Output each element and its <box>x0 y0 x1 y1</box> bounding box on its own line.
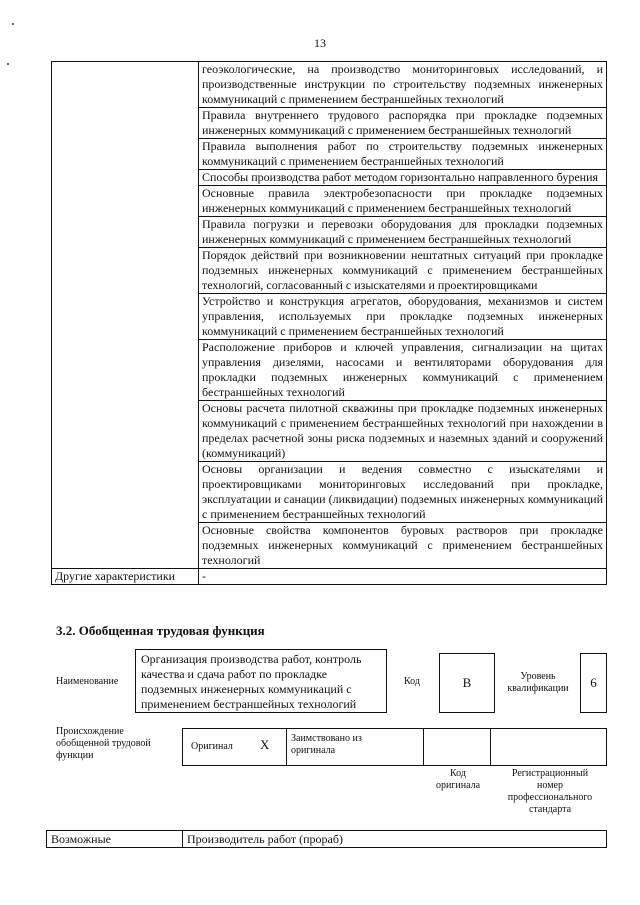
table-cell: Расположение приборов и ключей управления, сигнализации на щитах управления дизелями, насосами и вентиляторами оборудования для прокладки подземных инженерных коммуникаций с применением бестраншейных технологий <box>199 340 607 401</box>
function-name-box: Организация производства работ, контроль качества и сдача работ по прокладке подземных инженерных коммуникаций с применением бестраншейных технологий <box>135 649 387 713</box>
table-cell: Способы производства работ методом горизонтально направленного бурения <box>199 170 607 186</box>
table-cell: Основы расчета пилотной скважины при прокладке подземных инженерных коммуникаций с применением бестраншейных технологий при нахождении в пределах расчетной зоны риска подземных и наземных зданий и сооружений (коммуникаций) <box>199 401 607 462</box>
scan-speck <box>12 23 14 25</box>
borrowed-cell <box>287 729 424 765</box>
table-cell: Правила внутреннего трудового распорядка при прокладке подземных инженерных коммуникаций с применением бестраншейных технологий <box>199 108 607 139</box>
knowledge-table <box>51 61 607 585</box>
table-row <box>52 340 607 401</box>
table-row <box>52 170 607 186</box>
table-cell: Основные правила электробезопасности при прокладке подземных инженерных коммуникаций с применением бестраншейных технологий <box>199 186 607 217</box>
table-row <box>52 186 607 217</box>
table-cell: Порядок действий при возникновении нештатных ситуаций при прокладке подземных инженерных коммуникаций с применением бестраншейных технологий, согласованный с изыскателями и проектировщиками <box>199 248 607 294</box>
origin-row <box>182 728 607 766</box>
code-box: B <box>439 653 495 713</box>
table-cell: Правила погрузки и перевозки оборудования для прокладки подземных инженерных коммуникаций с применением бестраншейных технологий <box>199 217 607 248</box>
reg-number-caption: Регистрационный номер профессионального стандарта <box>507 768 593 815</box>
level-box: 6 <box>580 653 607 713</box>
table-cell: Правила выполнения работ по строительству подземных инженерных коммуникаций с применением бестраншейных технологий <box>199 139 607 170</box>
scan-speck <box>7 63 9 65</box>
origin-label: Происхождение обобщенной трудовой функции <box>56 726 151 761</box>
table-row <box>52 401 607 462</box>
positions-label: Возможные <box>47 831 183 847</box>
table-row <box>52 569 607 585</box>
table-cell: Устройство и конструкция агрегатов, оборудования, механизмов и систем управления, используемых при прокладке подземных инженерных коммуникаций с применением бестраншейных технологий <box>199 294 607 340</box>
original-cell <box>183 729 287 765</box>
other-characteristics-value: - <box>199 569 607 585</box>
section-heading: 3.2. Обобщенная трудовая функция <box>56 623 265 638</box>
other-characteristics-label: Другие характеристики <box>52 569 199 585</box>
original-code-caption: Код оригинала <box>435 768 481 791</box>
borrowed-label: Заимствовано из оригинала <box>291 733 362 756</box>
table-row <box>52 248 607 294</box>
reg-number-cell <box>491 729 606 765</box>
table-row <box>52 462 607 523</box>
positions-value: Производитель работ (прораб) <box>187 832 343 846</box>
table-row <box>52 217 607 248</box>
table-row <box>52 62 607 108</box>
code-label: Код <box>404 676 420 687</box>
table-cell: геоэкологические, на производство мониторинговых исследований, и производственные инструкции по строительству подземных инженерных коммуникаций с применением бестраншейных технологий <box>199 62 607 108</box>
table-cell: Основы организации и ведения совместно с изыскателями и проектировщиками мониторинговых исследований при прокладке, эксплуатации и санации (ликвидации) подземных инженерных коммуникаций с применением бестраншейных технологий <box>199 462 607 523</box>
page-number: 13 <box>314 36 326 50</box>
positions-row <box>46 830 607 848</box>
level-label: Уровень квалификации <box>507 671 569 694</box>
table-row <box>52 139 607 170</box>
original-label: Оригинал <box>191 741 233 752</box>
original-mark: X <box>260 737 270 752</box>
table-row <box>52 108 607 139</box>
table-row <box>52 523 607 569</box>
name-label: Наименование <box>56 676 119 687</box>
table-row <box>52 294 607 340</box>
original-code-cell <box>424 729 491 765</box>
table-cell: Основные свойства компонентов буровых растворов при прокладке подземных инженерных коммуникаций с применением бестраншейных технологий <box>199 523 607 569</box>
